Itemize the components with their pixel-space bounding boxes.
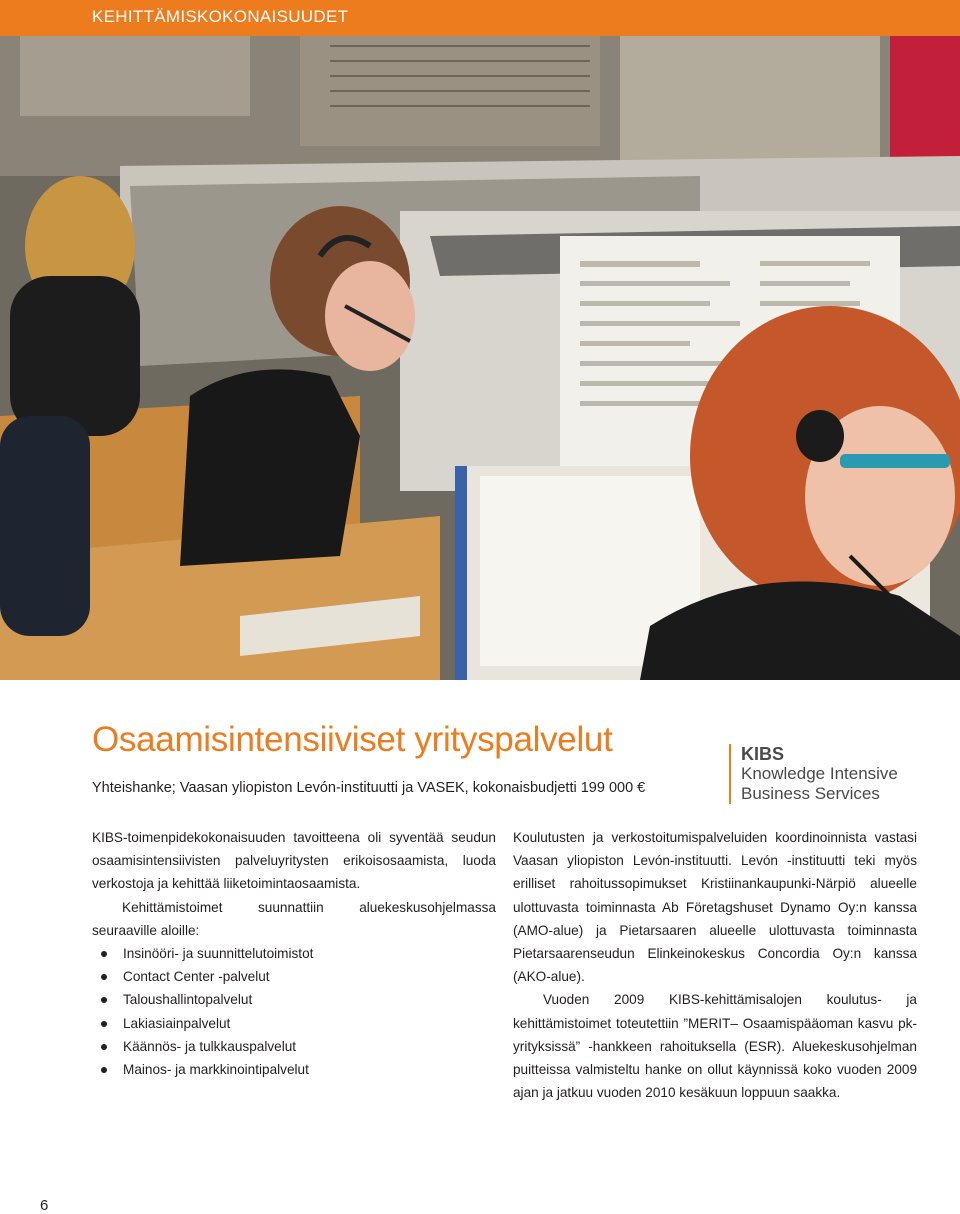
office-call-center-photo	[0, 36, 960, 680]
list-item-label: Taloushallintopalvelut	[123, 992, 253, 1008]
bullet-icon	[101, 1021, 107, 1027]
bullet-icon	[101, 1044, 107, 1050]
kibs-line-1: Knowledge Intensive	[741, 764, 898, 783]
right-paragraph-2: Vuoden 2009 KIBS-kehittämisalojen koulutus- ja kehittämistoimet toteutettiin ”MERIT– Osaamispääoman kasvu pk-yrityksissä” -hankkeen rahoituksella (ESR). Aluekeskusohjelman puitteissa valmisteltu hanke on ollut käynnissä koko vuoden 2009 ajan ja jatkuu vuoden 2010 kesäkuun loppuun saakka.	[513, 992, 917, 1101]
page-number: 6	[40, 1197, 49, 1214]
list-item-label: Insinööri- ja suunnittelutoimistot	[123, 946, 314, 962]
bullet-icon	[101, 974, 107, 980]
list-item-label: Käännös- ja tulkkauspalvelut	[123, 1038, 297, 1054]
kibs-line-2: Business Services	[741, 784, 880, 803]
list-item	[92, 1035, 496, 1058]
list-item	[92, 1058, 496, 1081]
left-paragraph-2: Kehittämistoimet suunnattiin aluekeskusohjelmassa seuraaville aloille:	[92, 899, 496, 938]
right-paragraph-1: Koulutusten ja verkostoitumispalveluiden koordinoinnista vastasi Vaasan yliopiston Levón-instituutti. Levón -instituutti teki myös erilliset rahoitussopimukset Kristiinankaupunki-Närpiö alueelle ulottuvasta toiminnasta Ab Företagshuset Dynamo Oy:n kanssa (AMO-alue) ja Pietarsaaren alueelle ulottuvasta toiminnasta Pietarsaarenseudun Elinkeinokeskus Concordia Oy:n kanssa (AKO-alue).	[513, 830, 917, 985]
list-item-label: Contact Center -palvelut	[123, 969, 270, 985]
article-subtitle: Yhteishanke; Vaasan yliopiston Levón-instituutti ja VASEK, kokonaisbudjetti 199 000 €	[92, 780, 646, 796]
kibs-box	[729, 744, 951, 804]
bullet-icon	[101, 997, 107, 1003]
left-paragraph-1: KIBS-toimenpidekokonaisuuden tavoitteena oli syventää seudun osaamisintensiivisten palveluyritysten erikoisosaamista, luoda verkostoja ja kehittää liiketoimintaosaamista.	[92, 830, 496, 892]
list-item	[92, 942, 496, 965]
bullet-icon	[101, 1067, 107, 1073]
right-column	[513, 826, 917, 1104]
list-item	[92, 988, 496, 1011]
list-item-label: Mainos- ja markkinointipalvelut	[123, 1061, 309, 1077]
list-item	[92, 965, 496, 988]
header-band	[0, 0, 960, 36]
list-item-label: Lakiasiainpalvelut	[123, 1015, 231, 1031]
list-item	[92, 1012, 496, 1035]
section-label: KEHITTÄMISKOKONAISUUDET	[92, 7, 349, 26]
bullet-icon	[101, 951, 107, 957]
kibs-title: KIBS	[741, 744, 785, 764]
left-column	[92, 826, 496, 1081]
article-title: Osaamisintensiiviset yrityspalvelut	[92, 720, 613, 759]
bullet-list	[92, 942, 496, 1081]
